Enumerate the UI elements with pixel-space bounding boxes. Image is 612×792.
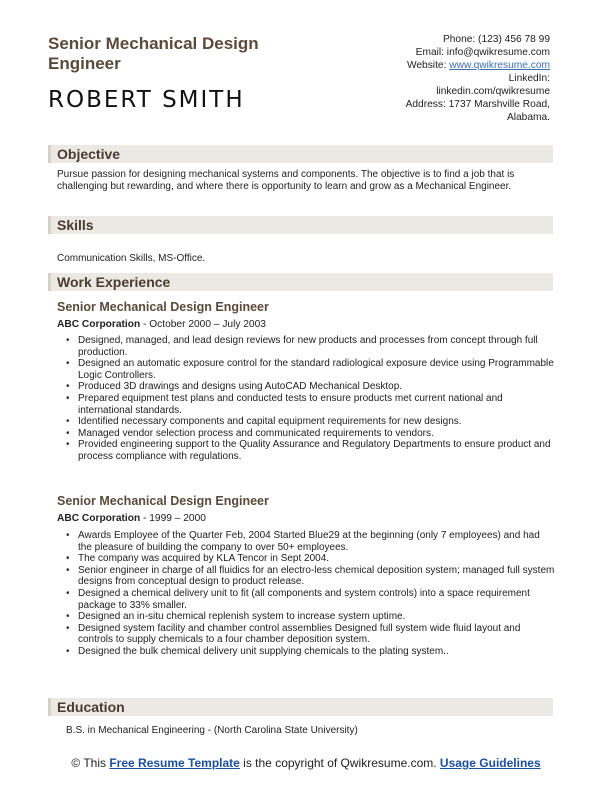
footer-prefix: © This bbox=[71, 756, 110, 770]
list-item: • Designed system facility and chamber control assemblies Designed full system wide fluid layout and controls to supply chemicals to a four chamber deposition system. bbox=[66, 623, 556, 646]
job-bullets-2 bbox=[66, 530, 556, 658]
job-company-line-2 bbox=[57, 513, 206, 525]
job-company-line-1 bbox=[57, 319, 266, 331]
contact-linkedin-label: LinkedIn: bbox=[508, 73, 550, 84]
list-item: • Designed an in-situ chemical replenish system to increase system uptime. bbox=[66, 611, 556, 623]
list-item: • Designed the bulk chemical delivery unit supplying chemicals to the plating system.. bbox=[66, 646, 556, 658]
objective-text: Pursue passion for designing mechanical systems and components. The objective is to find a job that is challenging but rewarding, and where there is opportunity to learn and grow as a Mechanical Engineer. bbox=[57, 169, 515, 192]
job-company-2: ABC Corporation bbox=[57, 513, 141, 524]
section-heading-skills: Skills bbox=[48, 216, 553, 234]
list-item: • Produced 3D drawings and designs using AutoCAD Mechanical Desktop. bbox=[66, 381, 556, 393]
section-heading-work-experience: Work Experience bbox=[48, 273, 553, 291]
list-item: • Awards Employee of the Quarter Feb, 2004 Started Blue29 at the beginning (only 7 employees) and had the pleasure of building the company to over 50+ employees. bbox=[66, 530, 556, 553]
job-title-1: Senior Mechanical Design Engineer bbox=[57, 300, 269, 314]
job-title-2: Senior Mechanical Design Engineer bbox=[57, 494, 269, 508]
section-heading-education: Education bbox=[48, 698, 553, 716]
contact-linkedin-value: linkedin.com/qwikresume bbox=[436, 86, 550, 97]
list-item: • Designed, managed, and lead design reviews for new products and processes from concept through full production. bbox=[66, 335, 556, 358]
job-dates-2: - 1999 – 2000 bbox=[140, 513, 206, 524]
candidate-name: ROBERT SMITH bbox=[48, 87, 245, 113]
free-resume-template-link[interactable]: Free Resume Template bbox=[109, 756, 240, 770]
job-dates-1: - October 2000 – July 2003 bbox=[140, 319, 266, 330]
header-job-title: Senior Mechanical Design Engineer bbox=[48, 34, 259, 74]
contact-phone: Phone: (123) 456 78 99 bbox=[442, 34, 550, 45]
job-bullets-1 bbox=[66, 335, 556, 463]
contact-address-line1: Address: 1737 Marshville Road, bbox=[405, 99, 550, 110]
contact-email: Email: info@qwikresume.com bbox=[415, 47, 550, 58]
contact-address-line2: Alabama. bbox=[506, 112, 550, 123]
skills-text: Communication Skills, MS-Office. bbox=[57, 253, 206, 264]
list-item: • The company was acquired by KLA Tencor in Sept 2004. bbox=[66, 553, 556, 565]
job-company-1: ABC Corporation bbox=[57, 319, 141, 330]
list-item: • Designed an automatic exposure control for the standard radiological exposure device using Programmable Logic Controllers. bbox=[66, 358, 556, 381]
contact-block bbox=[320, 33, 550, 124]
section-heading-objective: Objective bbox=[48, 145, 553, 163]
footer-middle: is the copyright of Qwikresume.com. bbox=[239, 756, 440, 770]
website-label: Website: bbox=[406, 60, 450, 71]
list-item: • Identified necessary components and capital equipment requirements for new designs. bbox=[66, 416, 556, 428]
website-link[interactable]: www.qwikresume.com bbox=[449, 60, 550, 71]
list-item: • Managed vendor selection process and communicated requirements to vendors. bbox=[66, 428, 556, 440]
list-item: • Provided engineering support to the Quality Assurance and Regulatory Departments to ensure product and process compliance with regulations. bbox=[66, 439, 556, 462]
list-item: • Designed a chemical delivery unit to fit (all components and system controls) into a space requirement package to 33% smaller. bbox=[66, 588, 556, 611]
contact-website bbox=[320, 59, 550, 72]
education-text: B.S. in Mechanical Engineering - (North Carolina State University) bbox=[66, 725, 358, 736]
list-item: • Senior engineer in charge of all fluidics for an electro-less chemical deposition system; managed full system designs from conceptual design to product release. bbox=[66, 565, 556, 588]
list-item: • Prepared equipment test plans and conducted tests to ensure products met current national and international standards. bbox=[66, 393, 556, 416]
usage-guidelines-link[interactable]: Usage Guidelines bbox=[439, 756, 541, 770]
copyright-footer bbox=[40, 756, 572, 770]
